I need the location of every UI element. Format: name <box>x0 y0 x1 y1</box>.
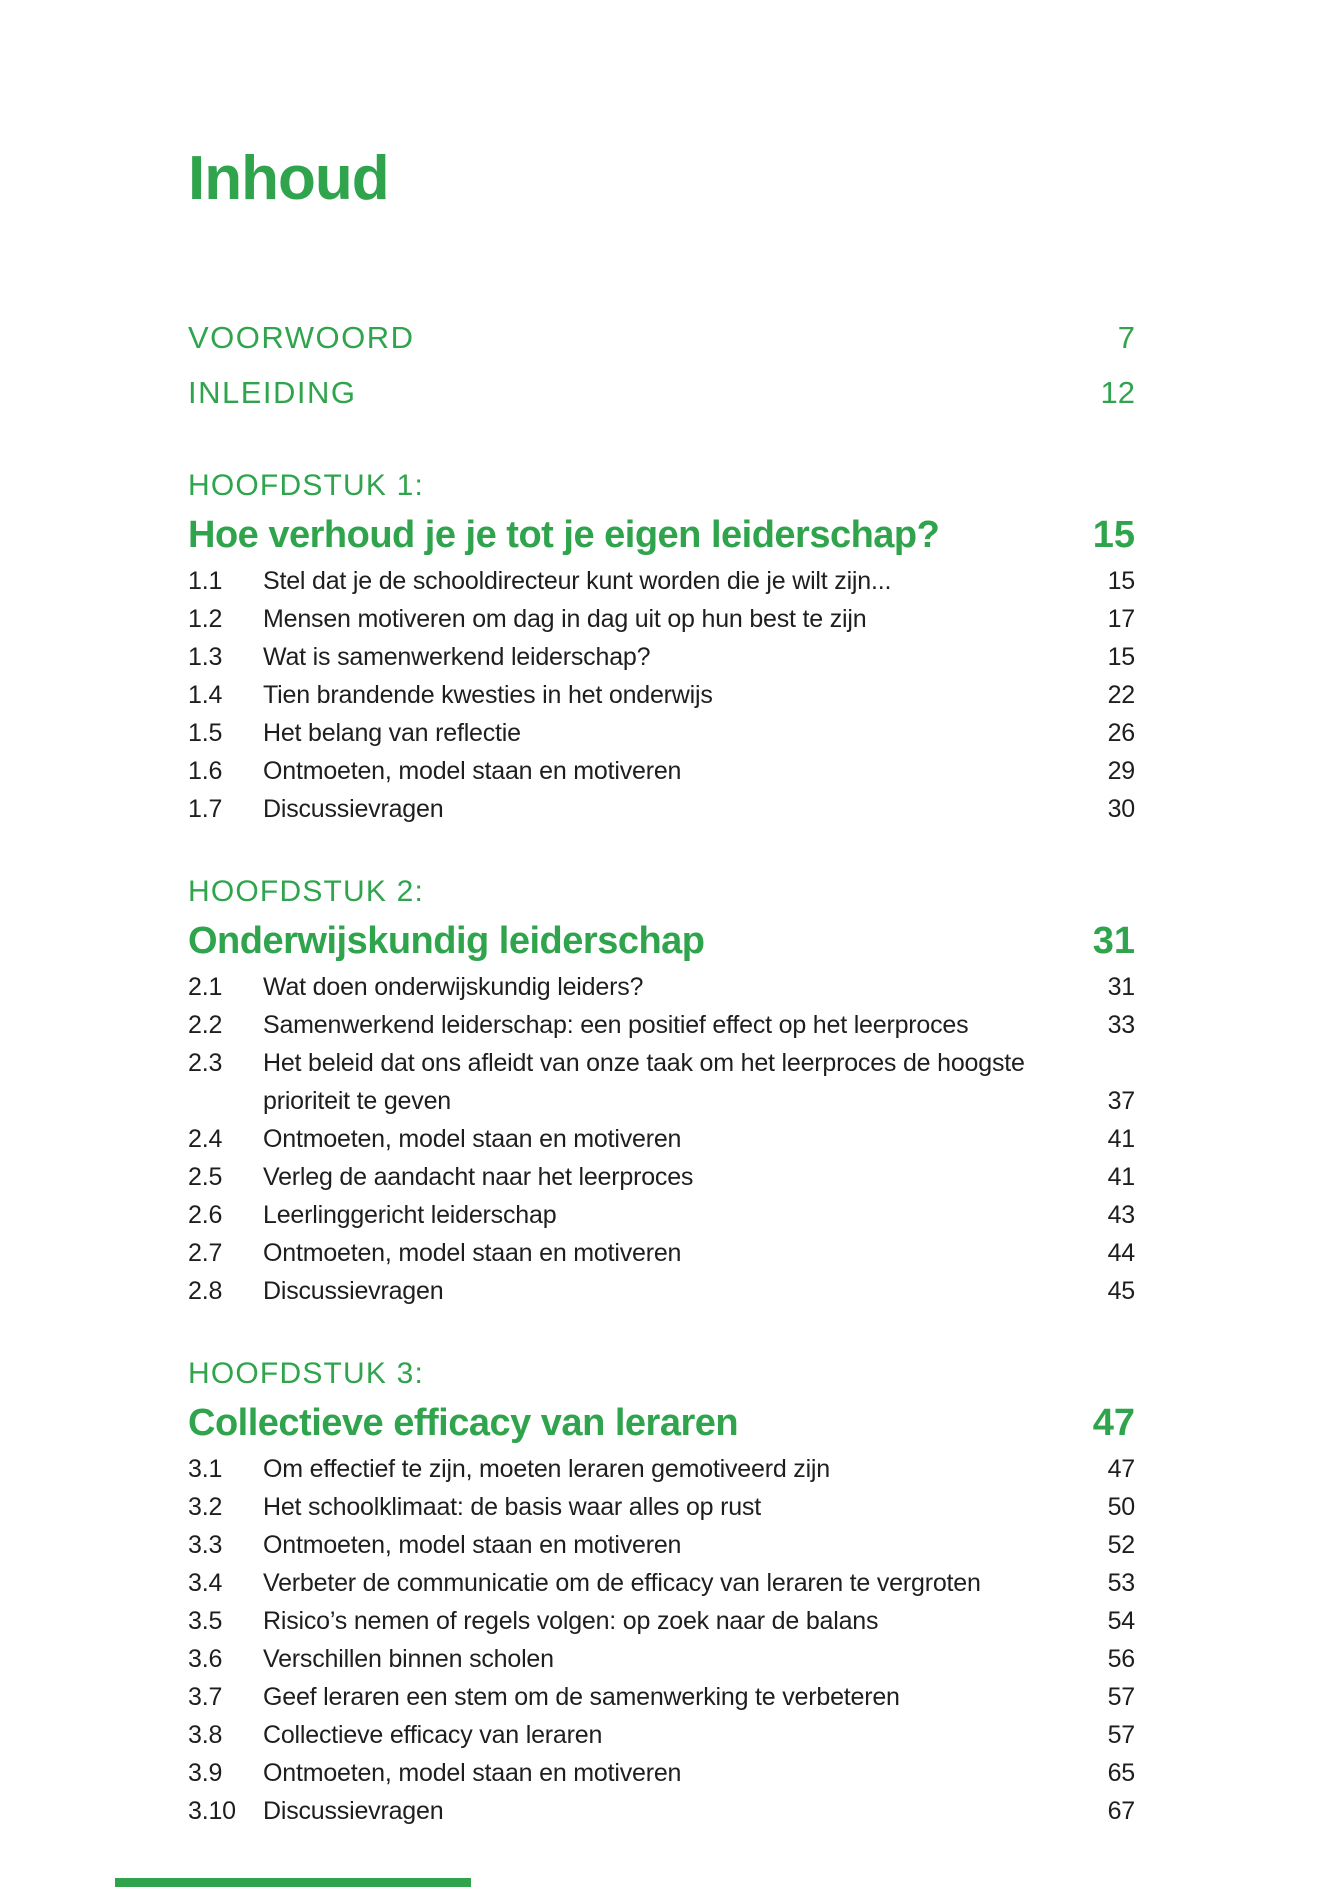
entry-number: 2.5 <box>188 1163 223 1191</box>
toc-entry[interactable] <box>188 1602 1135 1640</box>
entry-number: 3.2 <box>188 1493 223 1521</box>
entry-title: Collectieve efficacy van leraren <box>263 1721 603 1749</box>
entry-page: 65 <box>1107 1759 1135 1787</box>
entry-title: Risico’s nemen of regels volgen: op zoek naar de balans <box>263 1607 879 1635</box>
toc-entry-page: 12 <box>1100 375 1135 410</box>
entry-page: 33 <box>1107 1011 1135 1039</box>
chapter-items <box>188 1450 1135 1830</box>
entry-number: 2.2 <box>188 1011 223 1039</box>
entry-page: 15 <box>1107 567 1135 595</box>
entry-title: Wat is samenwerkend leiderschap? <box>263 643 651 671</box>
toc-entry[interactable] <box>188 714 1135 752</box>
entry-title: Het belang van reflectie <box>263 719 521 747</box>
toc-entry[interactable] <box>188 1678 1135 1716</box>
toc-entry[interactable] <box>188 1158 1135 1196</box>
toc-entry-label: INLEIDING <box>188 375 357 410</box>
chapter-title: Collectieve efficacy van leraren <box>188 1402 739 1444</box>
entry-title: Discussievragen <box>263 1797 444 1825</box>
entry-page: 31 <box>1107 973 1135 1001</box>
entry-number: 1.4 <box>188 681 223 709</box>
entry-page: 52 <box>1107 1531 1135 1559</box>
entry-title: Het beleid dat ons afleidt van onze taak om het leerproces de hoogste prioriteit te geven <box>263 1049 1025 1115</box>
toc-entry-voorwoord[interactable] <box>188 310 1135 365</box>
entry-page: 43 <box>1107 1201 1135 1229</box>
entry-title: Ontmoeten, model staan en motiveren <box>263 757 682 785</box>
entry-page: 57 <box>1107 1683 1135 1711</box>
entry-title: Stel dat je de schooldirecteur kunt worden die je wilt zijn... <box>263 567 892 595</box>
toc-entry[interactable] <box>188 1754 1135 1792</box>
chapter-items <box>188 968 1135 1310</box>
chapter-kicker: HOOFDSTUK 3: <box>188 1357 425 1390</box>
entry-number: 1.1 <box>188 567 223 595</box>
chapter-page: 47 <box>1092 1402 1135 1444</box>
toc-entry[interactable] <box>188 1234 1135 1272</box>
entry-number: 3.4 <box>188 1569 223 1597</box>
toc-entry[interactable] <box>188 752 1135 790</box>
entry-number: 1.3 <box>188 643 223 671</box>
entry-title: Ontmoeten, model staan en motiveren <box>263 1239 682 1267</box>
entry-title: Verleg de aandacht naar het leerproces <box>263 1163 694 1191</box>
entry-page: 37 <box>1107 1087 1135 1115</box>
entry-title: Mensen motiveren om dag in dag uit op hun best te zijn <box>263 605 867 633</box>
chapter-kicker: HOOFDSTUK 1: <box>188 469 425 502</box>
entry-title: Het schoolklimaat: de basis waar alles op rust <box>263 1493 761 1521</box>
entry-page: 30 <box>1107 795 1135 823</box>
entry-title: Leerlinggericht leiderschap <box>263 1201 557 1229</box>
toc-entry[interactable] <box>188 1006 1135 1044</box>
entry-title: Geef leraren een stem om de samenwerking te verbeteren <box>263 1683 900 1711</box>
entry-number: 3.9 <box>188 1759 223 1787</box>
toc-entry[interactable] <box>188 1196 1135 1234</box>
entry-title: Discussievragen <box>263 1277 444 1305</box>
front-matter-list <box>188 310 1135 420</box>
toc-entry[interactable] <box>188 676 1135 714</box>
entry-page: 53 <box>1107 1569 1135 1597</box>
entry-title: Ontmoeten, model staan en motiveren <box>263 1531 682 1559</box>
toc-entry[interactable] <box>188 1120 1135 1158</box>
entry-page: 57 <box>1107 1721 1135 1749</box>
toc-entry[interactable] <box>188 1716 1135 1754</box>
entry-title: Discussievragen <box>263 795 444 823</box>
toc-entry[interactable] <box>188 1272 1135 1310</box>
toc-entry-chapter-3[interactable] <box>188 1401 1135 1445</box>
entry-title: Tien brandende kwesties in het onderwijs <box>263 681 713 709</box>
toc-entry-label: VOORWOORD <box>188 320 415 355</box>
chapter-page: 31 <box>1092 920 1135 962</box>
entry-number: 2.7 <box>188 1239 223 1267</box>
toc-entry[interactable] <box>188 968 1135 1006</box>
entry-number: 2.8 <box>188 1277 223 1305</box>
entry-number: 1.5 <box>188 719 223 747</box>
entry-title: Verbeter de communicatie om de efficacy van leraren te vergroten <box>263 1569 981 1597</box>
chapter-kicker: HOOFDSTUK 2: <box>188 875 425 908</box>
entry-page: 50 <box>1107 1493 1135 1521</box>
chapter-items <box>188 562 1135 828</box>
entry-number: 2.6 <box>188 1201 223 1229</box>
toc-entry[interactable] <box>188 1488 1135 1526</box>
entry-number: 2.1 <box>188 973 223 1001</box>
toc-entry[interactable] <box>188 1450 1135 1488</box>
entry-page: 22 <box>1107 681 1135 709</box>
entry-page: 15 <box>1107 643 1135 671</box>
entry-number: 2.4 <box>188 1125 223 1153</box>
toc-content <box>188 144 1135 1830</box>
chapter-section-1 <box>188 468 1135 828</box>
entry-number: 1.7 <box>188 795 223 823</box>
chapter-section-2 <box>188 874 1135 1310</box>
entry-title: Samenwerkend leiderschap: een positief effect op het leerproces <box>263 1011 969 1039</box>
entry-page: 45 <box>1107 1277 1135 1305</box>
entry-page: 54 <box>1107 1607 1135 1635</box>
toc-entry-page: 7 <box>1117 320 1135 355</box>
entry-page: 29 <box>1107 757 1135 785</box>
toc-entry[interactable] <box>188 1640 1135 1678</box>
entry-title: Ontmoeten, model staan en motiveren <box>263 1125 682 1153</box>
entry-number: 1.2 <box>188 605 223 633</box>
entry-number: 3.5 <box>188 1607 223 1635</box>
toc-entry[interactable] <box>188 562 1135 600</box>
toc-entry-inleiding[interactable] <box>188 365 1135 420</box>
entry-number: 2.3 <box>188 1049 223 1077</box>
bottom-accent-bar <box>115 1878 471 1887</box>
entry-page: 41 <box>1107 1163 1135 1191</box>
toc-entry[interactable] <box>188 1564 1135 1602</box>
entry-number: 3.8 <box>188 1721 223 1749</box>
entry-page: 44 <box>1107 1239 1135 1267</box>
entry-title: Om effectief te zijn, moeten leraren gemotiveerd zijn <box>263 1455 830 1483</box>
entry-page: 47 <box>1107 1455 1135 1483</box>
toc-entry-chapter-1[interactable] <box>188 513 1135 557</box>
entry-number: 3.6 <box>188 1645 223 1673</box>
toc-entry[interactable] <box>188 600 1135 638</box>
chapter-title: Hoe verhoud je je tot je eigen leiderschap? <box>188 514 940 556</box>
toc-entry[interactable] <box>188 1044 1135 1120</box>
entry-number: 3.7 <box>188 1683 223 1711</box>
entry-number: 3.10 <box>188 1797 236 1825</box>
toc-entry[interactable] <box>188 790 1135 828</box>
page-title: Inhoud <box>188 144 389 213</box>
chapter-title: Onderwijskundig leiderschap <box>188 920 705 962</box>
toc-entry[interactable] <box>188 1526 1135 1564</box>
entry-title: Wat doen onderwijskundig leiders? <box>263 973 644 1001</box>
entry-page: 41 <box>1107 1125 1135 1153</box>
entry-title: Verschillen binnen scholen <box>263 1645 554 1673</box>
entry-title: Ontmoeten, model staan en motiveren <box>263 1759 682 1787</box>
entry-page: 17 <box>1107 605 1135 633</box>
entry-page: 67 <box>1107 1797 1135 1825</box>
chapter-page: 15 <box>1092 514 1135 556</box>
entry-page: 26 <box>1107 719 1135 747</box>
toc-entry[interactable] <box>188 1792 1135 1830</box>
chapter-section-3 <box>188 1356 1135 1830</box>
toc-entry-chapter-2[interactable] <box>188 919 1135 963</box>
entry-number: 1.6 <box>188 757 223 785</box>
entry-number: 3.1 <box>188 1455 223 1483</box>
toc-entry[interactable] <box>188 638 1135 676</box>
entry-number: 3.3 <box>188 1531 223 1559</box>
entry-page: 56 <box>1107 1645 1135 1673</box>
